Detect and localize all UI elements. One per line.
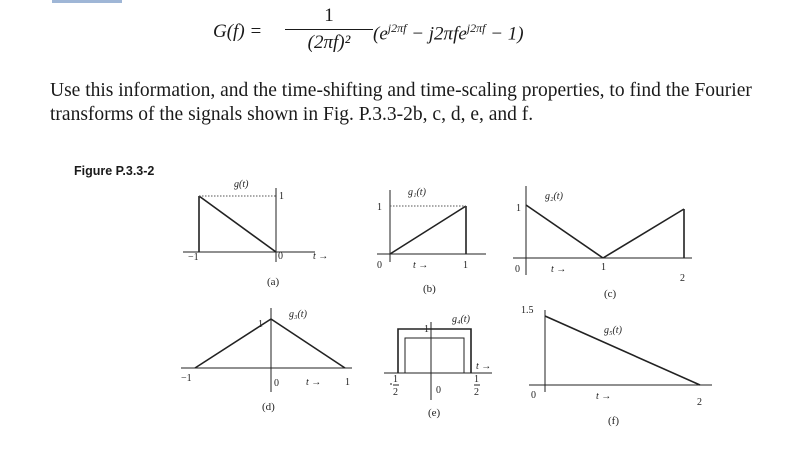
panel-e (384, 314, 492, 419)
panel-a-tick-origin: 0 (278, 251, 283, 262)
panel-d-tick-end: 1 (345, 377, 350, 388)
panel-d-falling-ramp (271, 319, 345, 368)
panel-f-tick-origin: 0 (531, 390, 536, 401)
panel-e-tick-right-half (474, 374, 480, 398)
panel-f-ramp (545, 316, 700, 385)
panel-a-axis-variable: t → (313, 251, 329, 262)
panel-c-tick-level: 1 (516, 203, 521, 214)
rhs-close: − 1) (485, 23, 524, 45)
rhs-exponent-2: j2πf (466, 21, 486, 35)
panel-a-ramp (199, 196, 276, 252)
panel-c-falling-ramp (526, 205, 603, 258)
panel-a-caption: (a) (267, 276, 280, 288)
panel-e-pulse-inner (405, 338, 464, 373)
panel-c-caption: (c) (604, 288, 617, 300)
panel-a (183, 179, 328, 288)
panel-e-right-numerator: 1 (474, 374, 479, 385)
panel-b-ramp (390, 206, 466, 254)
fraction-denominator: (2πf)² (307, 32, 351, 53)
panel-e-right-denominator: 2 (474, 387, 479, 398)
panel-e-caption: (e) (428, 407, 441, 419)
panel-b-tick-origin: 0 (377, 260, 382, 271)
panel-f-caption: (f) (608, 415, 619, 427)
panel-b-signal-label: g₁(t) (408, 187, 426, 198)
rhs-exponent-1: j2πf (387, 21, 407, 35)
rhs-open: (e (373, 23, 388, 45)
panel-f (521, 305, 712, 427)
panel-d-tick-origin: 0 (274, 378, 279, 389)
panel-c-rising-ramp (603, 209, 684, 258)
panel-b-tick-level: 1 (377, 202, 382, 213)
panel-c-tick-mid: 1 (601, 262, 606, 273)
panel-e-left-numerator: 1 (393, 374, 398, 385)
panel-d (181, 308, 352, 413)
panel-e-axis-variable: t → (476, 361, 492, 372)
panel-b-axis-variable: t → (413, 260, 429, 271)
panel-e-left-denominator: 2 (393, 387, 398, 398)
panel-f-signal-label: g₅(t) (604, 325, 622, 336)
panel-c (513, 186, 692, 300)
panel-e-pulse (398, 329, 471, 373)
rhs-middle: − j2πfe (406, 23, 467, 45)
panel-f-axis-variable: t → (596, 391, 612, 402)
problem-text: Use this information, and the time-shifting and time-scaling properties, to find the Fourier transforms of the signals shown in Fig. P.3.3-2b, c, d, e, and f. (50, 80, 752, 125)
panel-a-signal-label: g(t) (234, 179, 249, 190)
panel-e-tick-origin: 0 (436, 385, 441, 396)
panel-b (377, 187, 486, 295)
panel-b-caption: (b) (423, 283, 436, 295)
panel-e-tick-level: 1 (424, 324, 429, 335)
panel-c-axis-variable: t → (551, 264, 567, 275)
panel-d-tick-start: −1 (181, 373, 192, 384)
panel-a-tick-start: −1 (188, 252, 199, 263)
panel-c-tick-origin: 0 (515, 264, 520, 275)
panel-c-signal-label: g₂(t) (545, 191, 563, 202)
panel-f-tick-level: 1.5 (521, 305, 534, 316)
panel-e-signal-label: g₄(t) (452, 314, 470, 325)
panel-d-axis-variable: t → (306, 377, 322, 388)
panel-d-tick-level: 1 (258, 319, 263, 330)
panel-a-tick-level: 1 (279, 191, 284, 202)
panel-d-signal-label: g₃(t) (289, 309, 307, 320)
panel-e-tick-left-half (390, 374, 399, 398)
panel-b-tick-end: 1 (463, 260, 468, 271)
fraction-numerator: 1 (324, 5, 334, 26)
figure-label: Figure P.3.3-2 (74, 164, 155, 178)
panel-f-tick-end: 2 (697, 397, 702, 408)
panel-c-tick-end: 2 (680, 273, 685, 284)
equation-lhs: G(f) = (213, 21, 263, 42)
panel-d-caption: (d) (262, 401, 275, 413)
